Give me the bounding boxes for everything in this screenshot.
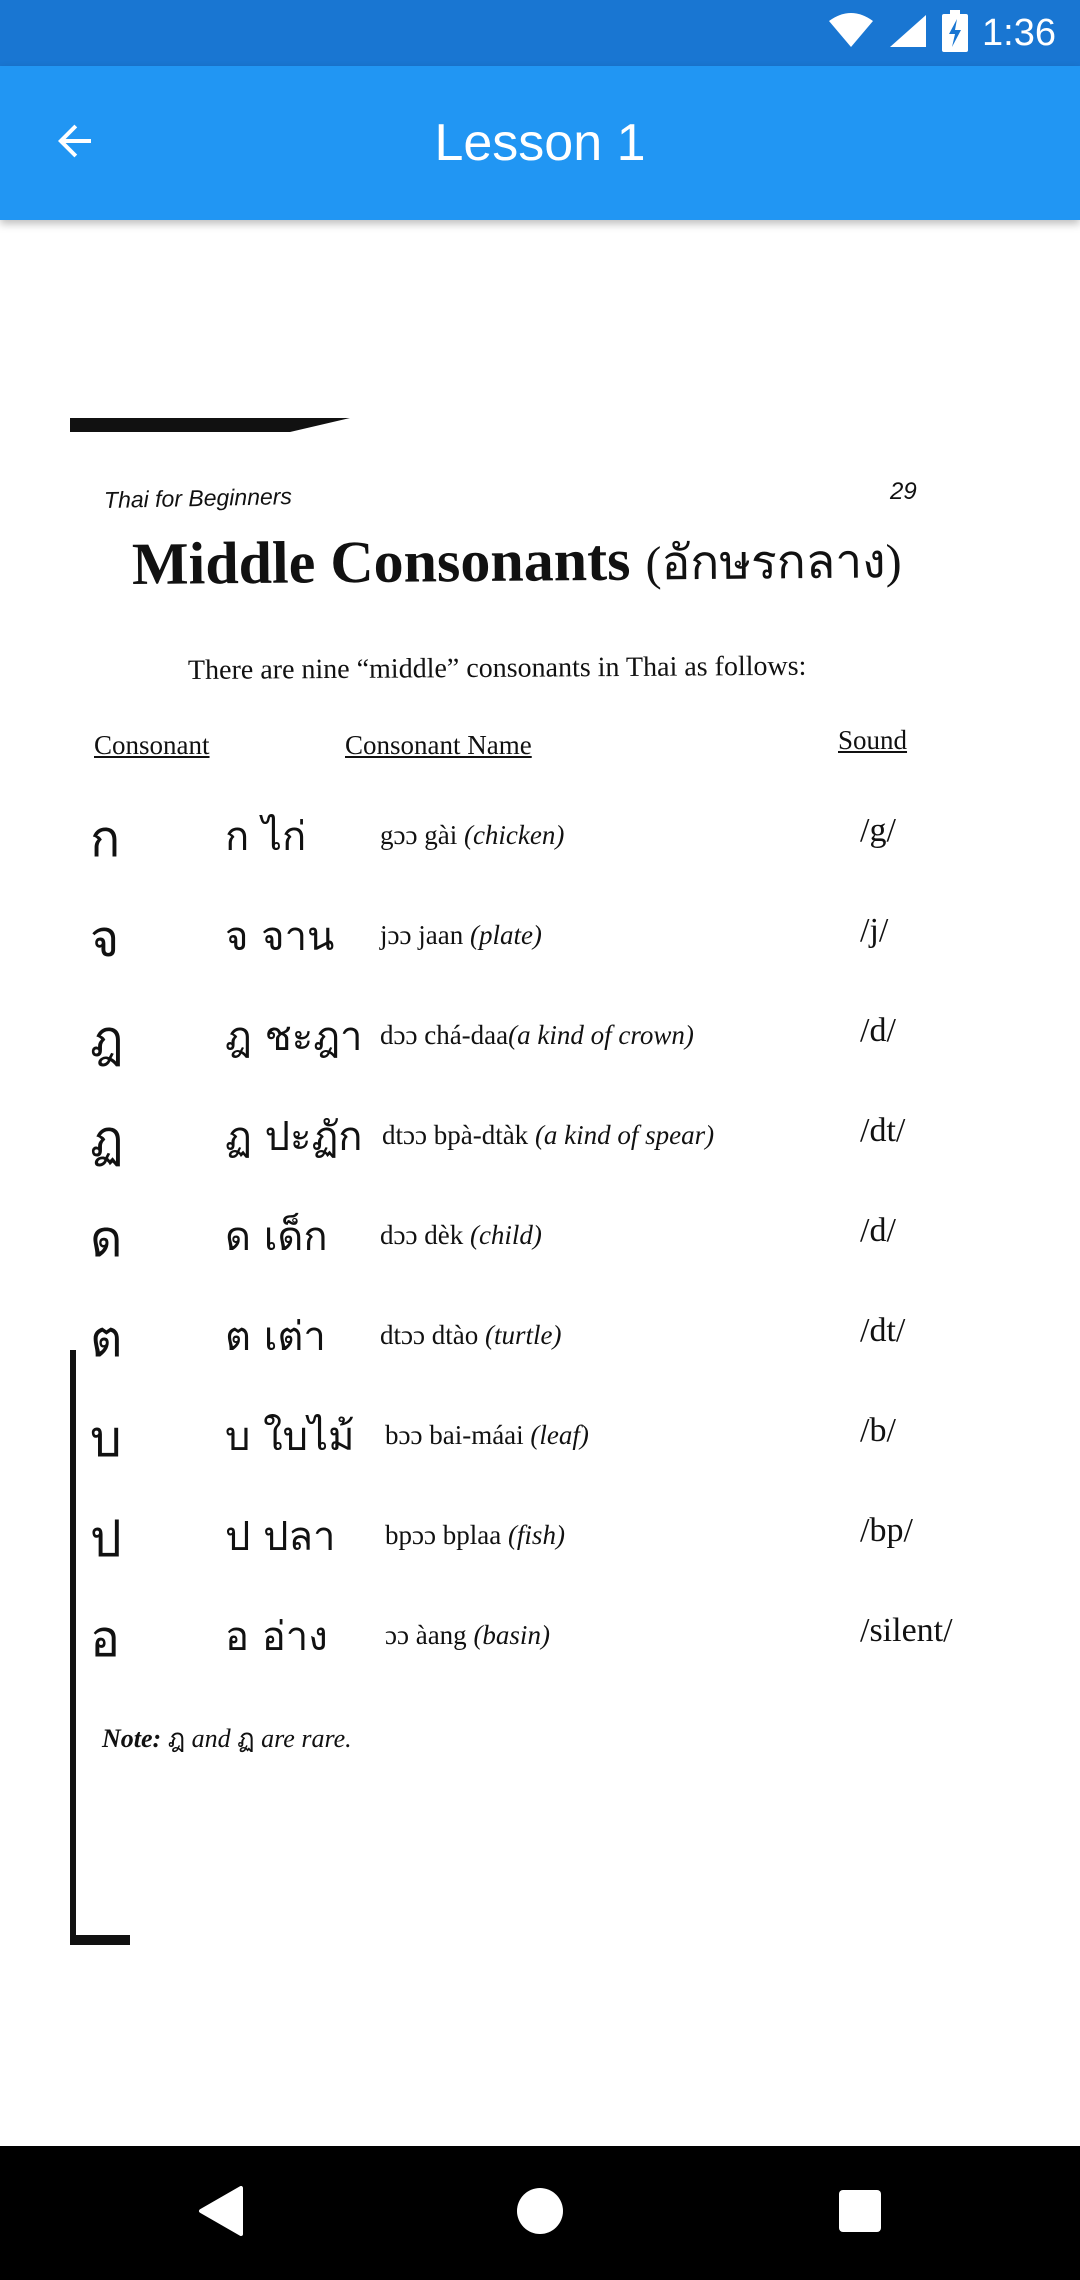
running-head: Thai for Beginners	[103, 483, 293, 513]
consonant-char: บ	[90, 1410, 122, 1468]
consonant-transliteration: dɔɔ chá-daa(a kind of crown)	[380, 1020, 694, 1050]
back-button[interactable]	[30, 98, 120, 188]
page-scan-image	[60, 400, 1000, 1960]
scan-edge-mark	[70, 418, 350, 432]
app-title: Lesson 1	[434, 114, 646, 172]
consonant-transliteration: bɔɔ bai-máai (leaf)	[385, 1420, 589, 1450]
recents-square-icon	[838, 2189, 882, 2237]
consonant-transliteration: dtɔɔ dtào (turtle)	[380, 1320, 562, 1350]
consonant-thai-name: บ ใบไม้	[225, 1414, 355, 1460]
back-triangle-icon	[197, 2186, 243, 2240]
consonant-char: ฏ	[90, 1110, 124, 1168]
consonant-transliteration: dtɔɔ bpà-dtàk (a kind of spear)	[382, 1120, 715, 1150]
intro-text: There are nine “middle” consonants in Thai as follows:	[187, 650, 807, 686]
status-bar	[0, 0, 1080, 66]
consonant-char: ฎ	[90, 1010, 124, 1068]
consonant-sound: /j/	[860, 912, 889, 949]
table-row	[60, 800, 1000, 890]
consonant-transliteration: gɔɔ gài (chicken)	[380, 820, 565, 850]
heading-text: Middle Consonants	[131, 526, 631, 597]
consonant-char: ต	[90, 1310, 123, 1368]
consonant-char: อ	[90, 1610, 121, 1668]
consonant-sound: /dt/	[860, 1112, 906, 1149]
column-header-consonant: Consonant	[94, 730, 210, 760]
home-circle-icon	[515, 2186, 565, 2240]
consonant-thai-name: ด เด็ก	[225, 1214, 328, 1260]
consonant-sound: /g/	[860, 812, 896, 849]
table-row	[60, 1200, 1000, 1290]
column-header-name: Consonant Name	[345, 730, 532, 760]
table-row	[60, 1300, 1000, 1390]
signal-icon	[888, 13, 928, 53]
nav-home-button[interactable]	[505, 2178, 575, 2248]
nav-recents-button[interactable]	[825, 2178, 895, 2248]
status-time: 1:36	[982, 11, 1056, 54]
consonant-transliteration: ɔɔ àang (basin)	[385, 1620, 550, 1650]
consonant-thai-name: ก ไก่	[225, 814, 307, 860]
wifi-icon	[828, 13, 874, 53]
consonant-char: ป	[90, 1510, 122, 1568]
page-heading	[132, 523, 902, 606]
consonant-transliteration: bpɔɔ bplaa (fish)	[385, 1520, 565, 1550]
table-row	[60, 900, 1000, 990]
table-row	[60, 1000, 1000, 1090]
app-bar	[0, 66, 1080, 220]
nav-back-button[interactable]	[185, 2178, 255, 2248]
page-note: Note: ฎ and ฏ are rare.	[102, 1724, 352, 1753]
consonant-thai-name: จ จาน	[225, 914, 335, 960]
arrow-back-icon	[51, 117, 99, 169]
table-row	[60, 1100, 1000, 1190]
status-icons	[828, 0, 1056, 66]
consonant-thai-name: อ อ่าง	[225, 1614, 328, 1660]
consonant-sound: /silent/	[860, 1612, 953, 1649]
table-row	[60, 1500, 1000, 1590]
consonant-char: จ	[90, 910, 120, 968]
scan-edge-mark	[70, 1935, 130, 1945]
consonant-thai-name: ฎ ชะฎา	[225, 1014, 363, 1060]
navigation-bar	[0, 2146, 1080, 2280]
column-header-sound: Sound	[838, 725, 908, 755]
heading-thai: (อักษรกลาง)	[645, 535, 902, 591]
table-row	[60, 1600, 1000, 1690]
consonant-thai-name: ต เต่า	[225, 1314, 326, 1360]
consonant-thai-name: ฏ ปะฏัก	[225, 1114, 363, 1160]
table-row	[60, 1400, 1000, 1490]
consonant-char: ก	[90, 810, 121, 868]
battery-charging-icon	[942, 10, 968, 56]
consonant-thai-name: ป ปลา	[225, 1514, 336, 1560]
page-number: 29	[890, 478, 917, 505]
consonant-transliteration: dɔɔ dèk (child)	[380, 1220, 542, 1250]
consonant-sound: /b/	[860, 1412, 896, 1449]
consonant-transliteration: jɔɔ jaan (plate)	[380, 920, 542, 950]
consonant-sound: /bp/	[860, 1512, 913, 1549]
consonant-sound: /dt/	[860, 1312, 906, 1349]
consonant-sound: /d/	[860, 1212, 896, 1249]
consonant-char: ด	[90, 1210, 123, 1268]
consonant-sound: /d/	[860, 1012, 896, 1049]
